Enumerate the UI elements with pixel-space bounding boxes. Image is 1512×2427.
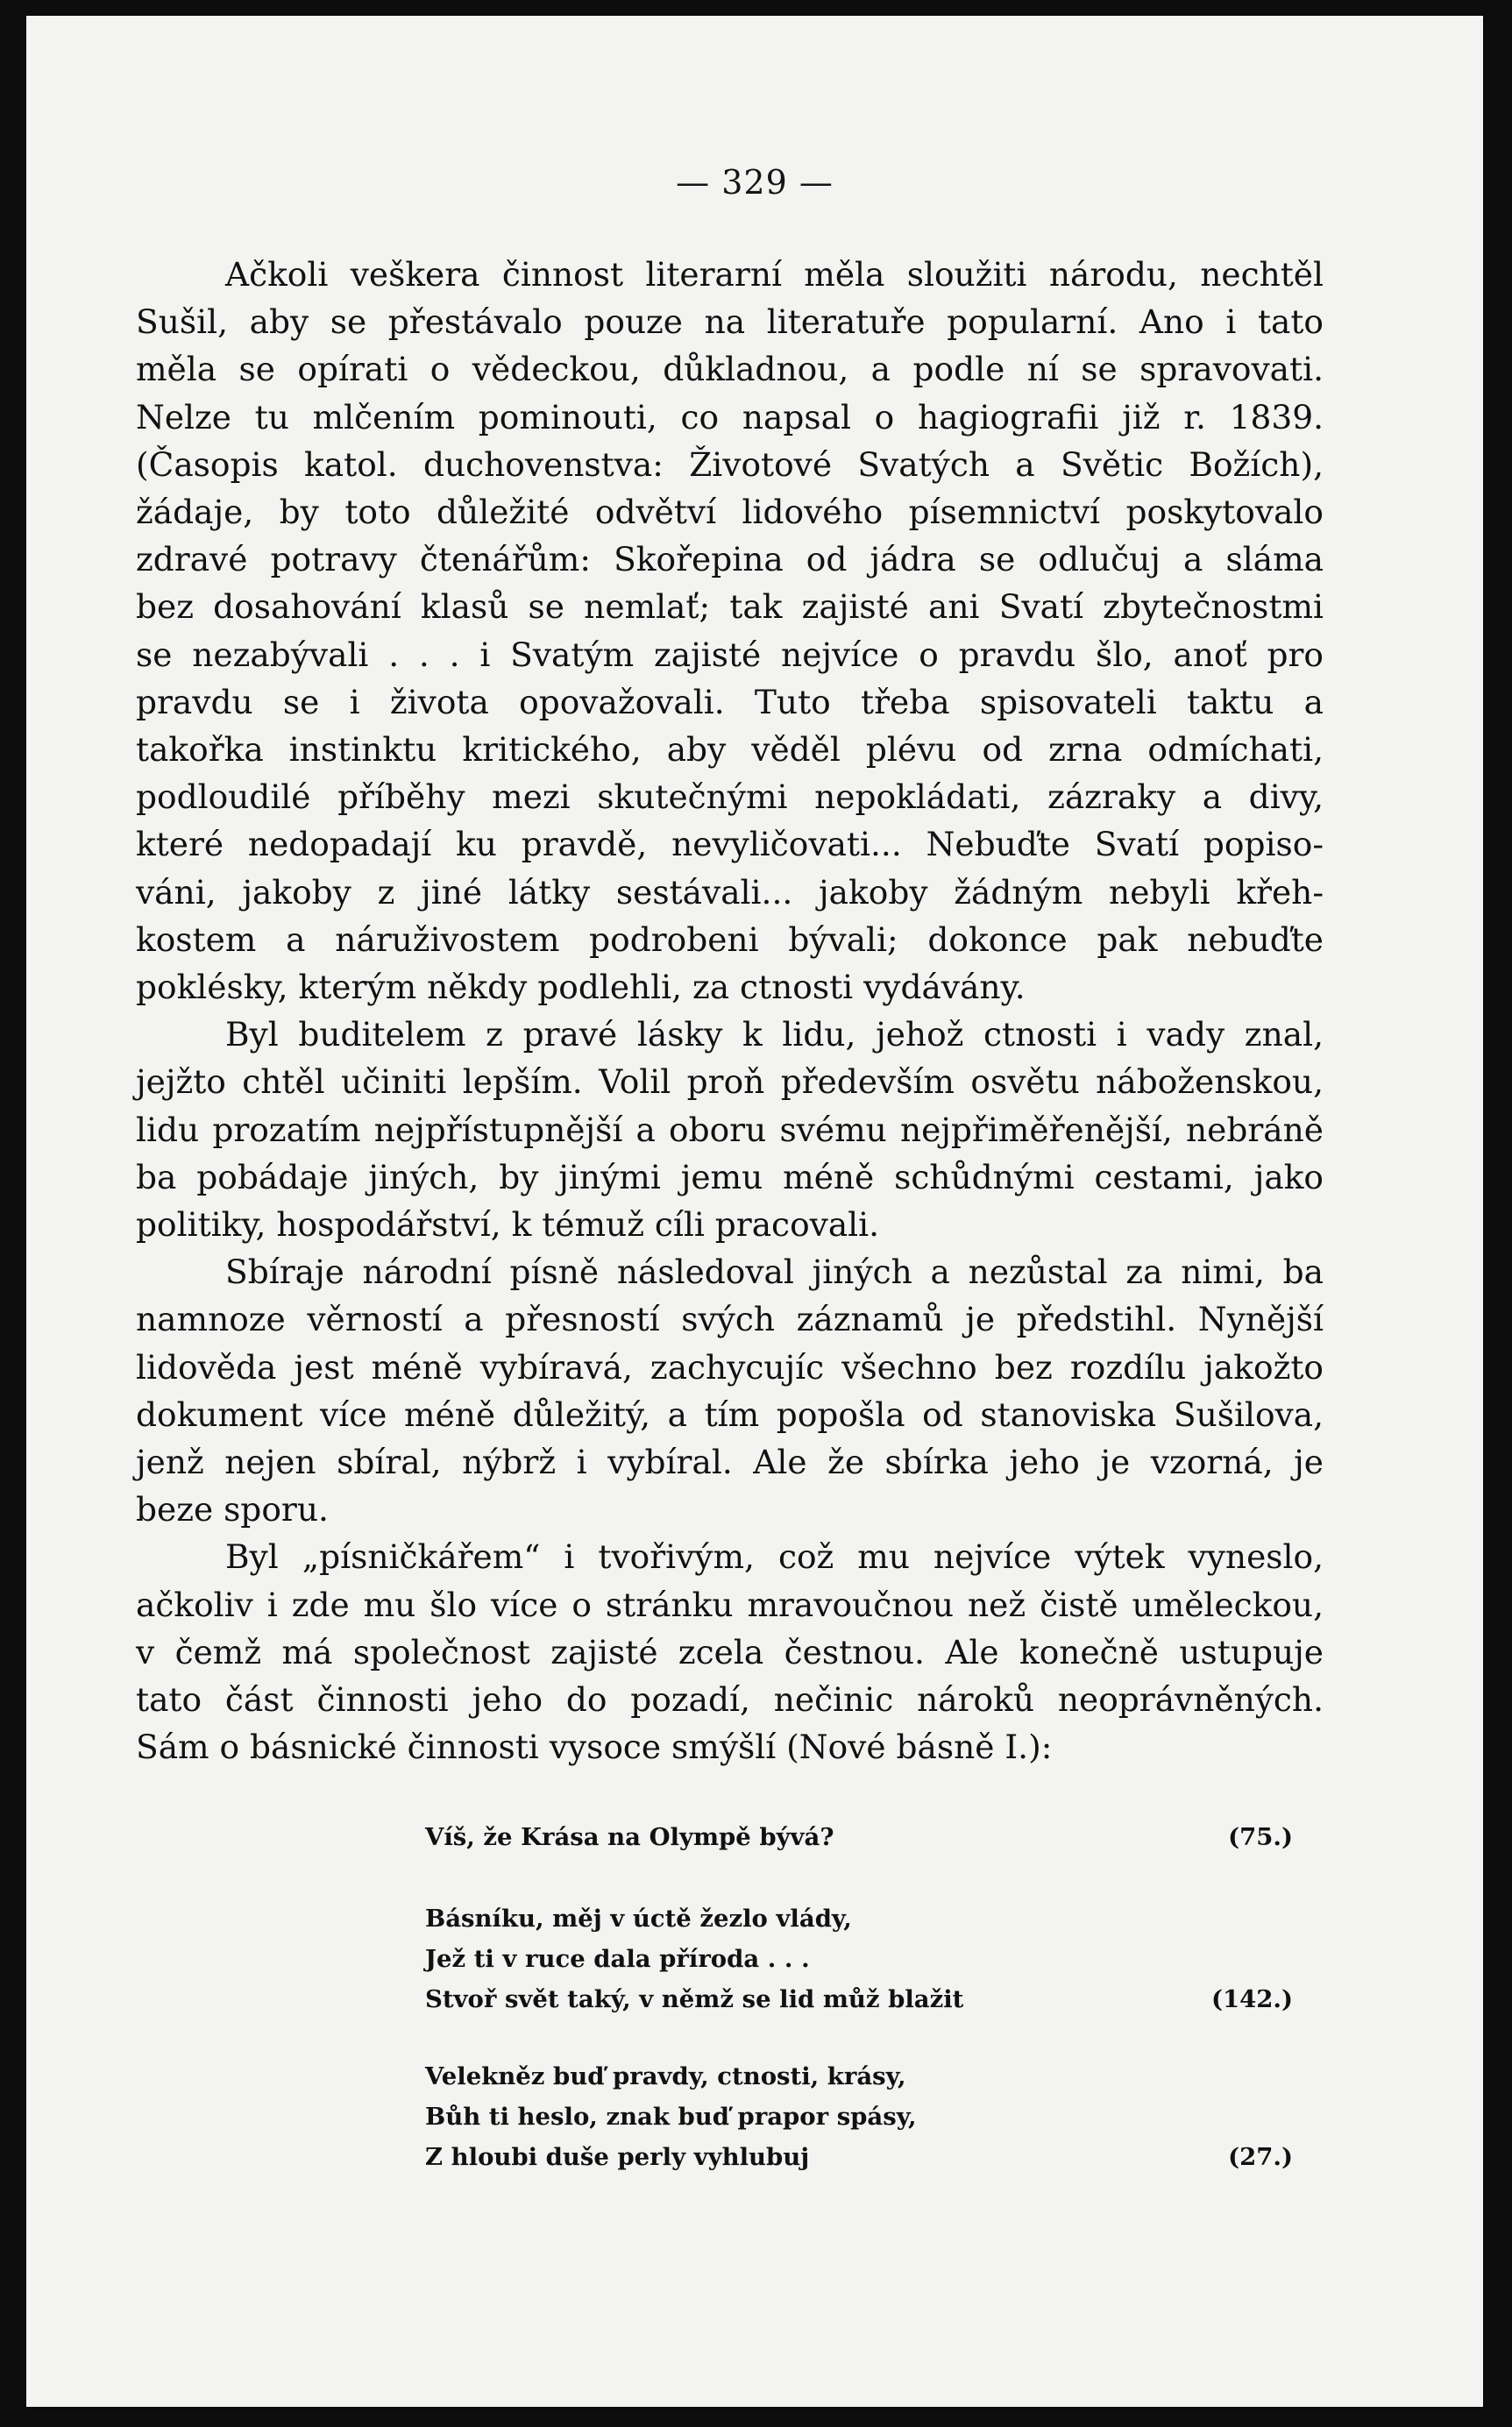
text-line: Byl „písničkářem“ i tvořivým, což mu nejvíce výtek vyneslo, bbox=[225, 1537, 1324, 1577]
text-line: dokument více méně důležitý, a tím popošla od stanoviska Sušilova, bbox=[136, 1394, 1324, 1434]
text-line: kostem a náruživostem podrobeni bývali; dokonce pak nebuďte bbox=[136, 919, 1324, 959]
verse-stanza-2 bbox=[425, 1898, 1293, 2019]
text-line: podloudilé příběhy mezi skutečnými nepokládati, zázraky a divy, bbox=[136, 777, 1324, 817]
text-line: tato část činnosti jeho do pozadí, nečinic nároků neoprávněných. bbox=[136, 1680, 1324, 1720]
text-line: ba pobádaje jiných, by jinými jemu méně schůdnými cestami, jako bbox=[136, 1157, 1324, 1196]
body-text bbox=[136, 251, 1324, 1771]
text-line: Byl buditelem z pravé lásky k lidu, jehož ctnosti i vady znal, bbox=[225, 1015, 1324, 1054]
verse-line bbox=[425, 1939, 1293, 1979]
text-line: Nelze tu mlčením pominouti, co napsal o hagiografii již r. 1839. bbox=[136, 397, 1324, 436]
text-line: lidu prozatím nejpřístupnější a oboru svému nejpřiměřenější, nebráně bbox=[136, 1110, 1324, 1149]
text-line: v čemž má společnost zajisté zcela čestnou. Ale konečně ustupuje bbox=[136, 1632, 1324, 1671]
text-line: se nezabývali . . . i Svatým zajisté nejvíce o pravdu šlo, anoť pro bbox=[136, 635, 1324, 674]
verse-line bbox=[425, 2056, 1293, 2097]
text-line: Sám o básnické činnosti vysoce smýšlí (Nové básně I.): bbox=[136, 1728, 1053, 1767]
verse-line bbox=[425, 1817, 1293, 1857]
paragraph bbox=[136, 1533, 1324, 1771]
verse-line bbox=[425, 1979, 1293, 2019]
text-line: žádaje, by toto důležité odvětví lidového písemnictví poskytovalo bbox=[136, 493, 1324, 532]
verse-line bbox=[425, 2137, 1293, 2177]
text-line: měla se opírati o vědeckou, důkladnou, a podle ní se spravovati. bbox=[136, 350, 1324, 389]
verse-text: Velekněz buď pravdy, ctnosti, krásy, bbox=[425, 2062, 906, 2090]
verse-reference: (75.) bbox=[1228, 1823, 1293, 1851]
verse-text: Víš, že Krása na Olympě bývá? bbox=[425, 1823, 834, 1851]
verse-line bbox=[425, 1898, 1293, 1939]
text-line: takořka instinktu kritického, aby věděl plévu od zrna odmíchati, bbox=[136, 730, 1324, 770]
page-number: — 329 — bbox=[676, 163, 834, 202]
text-line: váni, jakoby z jiné látky sestávali... jakoby žádným nebyli křeh- bbox=[136, 872, 1324, 912]
paragraph bbox=[136, 251, 1324, 1011]
verse-stanza-3 bbox=[425, 2056, 1293, 2177]
verse-text: Bůh ti heslo, znak buď prapor spásy, bbox=[425, 2103, 917, 2131]
verse-text: Básníku, měj v úctě žezlo vlády, bbox=[425, 1905, 852, 1933]
text-line: Sbíraje národní písně následoval jiných a nezůstal za nimi, ba bbox=[225, 1253, 1324, 1292]
text-line: Sušil, aby se přestávalo pouze na literatuře popularní. Ano i tato bbox=[136, 302, 1324, 342]
verse-reference: (27.) bbox=[1228, 2143, 1293, 2171]
text-line: ačkoliv i zde mu šlo více o stránku mravoučnou než čistě uměleckou, bbox=[136, 1585, 1324, 1624]
verse-text: Jež ti v ruce dala příroda . . . bbox=[425, 1945, 810, 1973]
text-line: jenž nejen sbíral, nýbrž i vybíral. Ale že sbírka jeho je vzorná, je bbox=[136, 1443, 1324, 1482]
text-line: beze sporu. bbox=[136, 1490, 329, 1529]
text-line: (Časopis katol. duchovenstva: Životové Svatých a Světic Božích), bbox=[136, 444, 1324, 484]
text-line: bez dosahování klasů se nemlať; tak zajisté ani Svatí zbytečnostmi bbox=[136, 587, 1324, 627]
paragraph bbox=[136, 1248, 1324, 1533]
text-line: namnoze věrností a přesností svých záznamů je předstihl. Nynější bbox=[136, 1300, 1324, 1339]
text-line: poklésky, kterým někdy podlehli, za ctnosti vydávány. bbox=[136, 968, 1026, 1007]
text-line: pravdu se i života opovažovali. Tuto třeba spisovateli taktu a bbox=[136, 682, 1324, 721]
verse-line bbox=[425, 2097, 1293, 2137]
text-line: Ačkoli veškera činnost literarní měla sloužiti národu, nechtěl bbox=[225, 255, 1324, 294]
verse-reference: (142.) bbox=[1210, 1985, 1293, 2013]
paragraph bbox=[136, 1011, 1324, 1248]
text-line: lidověda jest méně vybíravá, zachycujíc všechno bez rozdílu jakožto bbox=[136, 1347, 1324, 1387]
text-line: jejžto chtěl učiniti lepším. Volil proň především osvětu náboženskou, bbox=[136, 1062, 1324, 1102]
verse-stanza-1 bbox=[425, 1817, 1293, 1857]
text-line: které nedopadají ku pravdě, nevyličovati... Nebuďte Svatí popiso- bbox=[136, 825, 1324, 864]
book-page bbox=[26, 16, 1483, 2407]
text-line: politiky, hospodářství, k témuž cíli pracovali. bbox=[136, 1205, 880, 1245]
text-line: zdravé potravy čtenářům: Skořepina od jádra se odlučuj a sláma bbox=[136, 540, 1324, 579]
verse-text: Stvoř svět taký, v němž se lid můž blažit bbox=[425, 1985, 964, 2013]
verse-text: Z hloubi duše perly vyhlubuj bbox=[425, 2143, 810, 2171]
